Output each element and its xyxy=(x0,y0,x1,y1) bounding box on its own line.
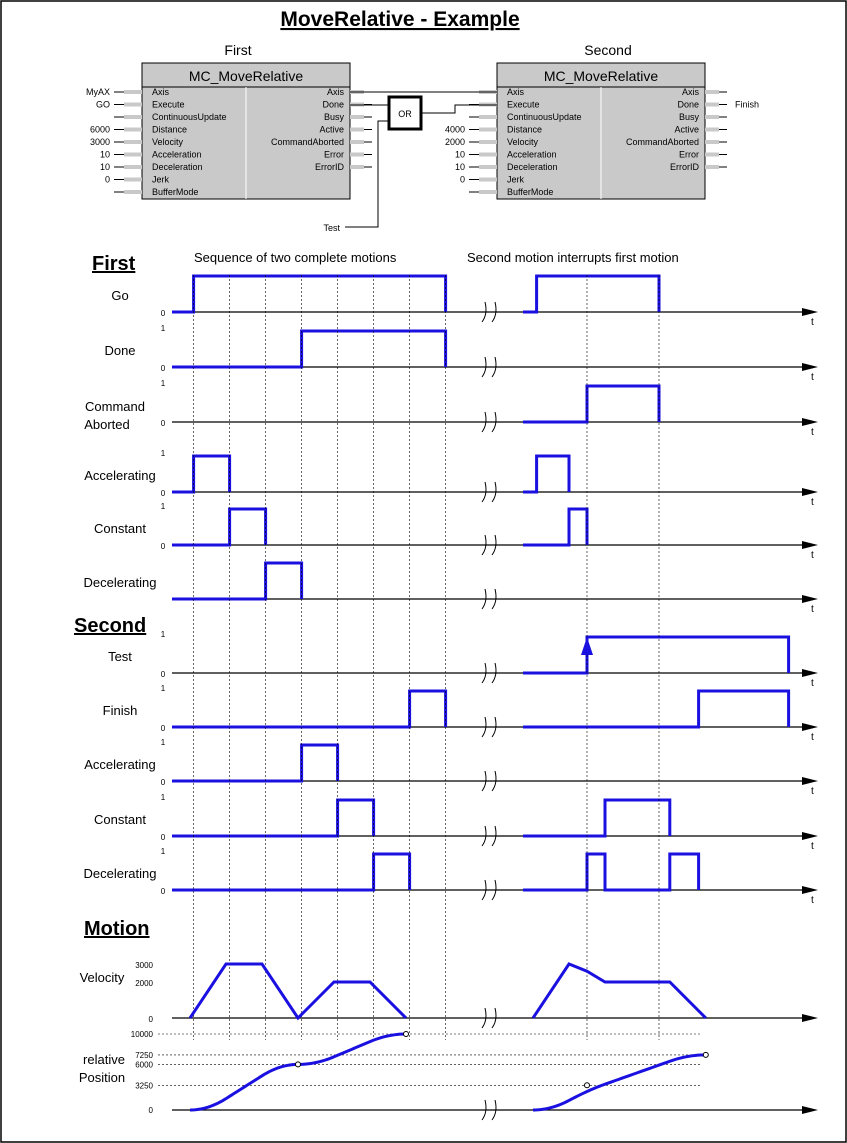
test-rising-edge-arrow-icon xyxy=(581,637,593,655)
pin-input-value: MyAX xyxy=(85,87,110,97)
trace-right-go xyxy=(523,276,659,312)
pin-label-busy: Busy xyxy=(678,112,699,122)
position-trace-left xyxy=(190,1034,406,1110)
time-axis-label: t xyxy=(811,895,814,906)
position-tick-label: 10000 xyxy=(130,1030,153,1039)
second-pins-left-pin xyxy=(479,153,497,157)
second-pins-right-pin xyxy=(705,90,719,94)
signal-label: Go xyxy=(111,288,129,303)
section-motion: Motion xyxy=(84,918,150,940)
level-label: 0 xyxy=(160,489,166,498)
level-label: 1 xyxy=(160,793,166,802)
position-tick-label: 3250 xyxy=(135,1081,153,1091)
pin-label-deceleration: Deceleration xyxy=(507,162,558,172)
level-label: 1 xyxy=(160,684,166,693)
second-pins-right-pin xyxy=(705,115,719,119)
caption-left: Sequence of two complete motions xyxy=(194,250,397,265)
trace-left-done1 xyxy=(172,331,446,367)
level-label: 0 xyxy=(160,670,166,679)
second-function-block xyxy=(445,42,759,199)
pin-label-execute: Execute xyxy=(152,99,185,110)
pin-input-value: 0 xyxy=(459,174,465,185)
second-pins-left-pin xyxy=(479,190,497,194)
time-axis-label: t xyxy=(811,678,814,689)
trace-right-con1 xyxy=(523,509,587,545)
first-pins-right-pin xyxy=(350,153,364,157)
second-pins-right-pin xyxy=(705,165,719,169)
test-input-label: Test xyxy=(323,223,340,233)
pin-label-acceleration: Acceleration xyxy=(507,149,557,160)
first-pins-left-pin xyxy=(124,115,142,119)
signal-row-acc2 xyxy=(84,738,818,797)
second-pins-left-pin xyxy=(479,115,497,119)
pin-label-deceleration: Deceleration xyxy=(152,162,203,172)
second-pins-left-pin xyxy=(479,140,497,144)
velocity-tick-label: 3000 xyxy=(135,961,153,970)
time-axis-arrow-icon xyxy=(802,418,818,426)
pin-label-execute: Execute xyxy=(507,99,540,110)
pin-label-error: Error xyxy=(324,149,344,160)
pin-input-value: 6000 xyxy=(89,124,110,135)
pin-input-value: 10 xyxy=(454,162,465,172)
first-pins-right-pin xyxy=(350,140,364,144)
signal-row-done1 xyxy=(104,324,818,383)
pin-input-value: 10 xyxy=(99,149,110,160)
trace-left-acc1 xyxy=(172,456,230,492)
time-axis-label: t xyxy=(811,427,814,438)
position-marker xyxy=(703,1052,708,1057)
signal-label: Accelerating xyxy=(84,757,156,772)
first-pins-right-pin xyxy=(350,115,364,119)
first-pins-left-pin xyxy=(124,103,142,107)
first-pins-left-pin xyxy=(124,178,142,182)
level-label: 1 xyxy=(160,738,166,747)
trace-right-finish xyxy=(523,691,789,727)
first-pins-left-pin xyxy=(124,90,142,94)
position-tick-label: 0 xyxy=(148,1106,153,1115)
trace-left-go xyxy=(172,276,446,312)
level-label: 0 xyxy=(160,887,166,896)
position-axis-arrow-icon xyxy=(802,1106,818,1114)
test-to-or-wire xyxy=(345,121,389,227)
time-axis-arrow-icon xyxy=(802,541,818,549)
second-pins-right-pin xyxy=(705,153,719,157)
second-block-label: Second xyxy=(584,42,632,58)
pin-input-value: 0 xyxy=(104,174,110,185)
position-tick-label: 6000 xyxy=(135,1060,153,1070)
first-pins-left-pin xyxy=(124,140,142,144)
first-pins-left-pin xyxy=(124,128,142,132)
level-label: 1 xyxy=(160,502,166,511)
first-pins-right-pin xyxy=(350,165,364,169)
pin-label-axis: Axis xyxy=(152,87,170,97)
pin-input-value: 4000 xyxy=(444,124,465,135)
time-axis-arrow-icon xyxy=(802,595,818,603)
or-gate-label: OR xyxy=(398,109,412,119)
second-pins-right-pin xyxy=(705,103,719,107)
pin-label-done: Done xyxy=(322,99,344,110)
velocity-axis-arrow-icon xyxy=(802,1014,818,1022)
pin-label-jerk: Jerk xyxy=(507,174,525,185)
first-block-name: MC_MoveRelative xyxy=(188,68,304,84)
trace-left-dec1 xyxy=(172,563,302,599)
pin-input-value: 3000 xyxy=(89,137,110,147)
position-label: relative xyxy=(83,1052,125,1067)
pin-label-errorid: ErrorID xyxy=(315,162,344,172)
signal-label: Accelerating xyxy=(84,468,156,483)
time-axis-arrow-icon xyxy=(802,777,818,785)
pin-input-value: GO xyxy=(95,99,110,110)
pin-label-buffermode: BufferMode xyxy=(507,187,554,197)
pin-label-busy: Busy xyxy=(323,112,344,122)
pin-label-velocity: Velocity xyxy=(507,137,539,147)
signal-label: Test xyxy=(108,649,132,664)
page-title: MoveRelative - Example xyxy=(280,8,520,31)
trace-left-acc2 xyxy=(172,745,338,781)
position-trace-right xyxy=(533,1055,706,1110)
first-pins-right-pin xyxy=(350,128,364,132)
time-axis-arrow-icon xyxy=(802,488,818,496)
level-label: 0 xyxy=(160,778,166,787)
time-axis-label: t xyxy=(811,550,814,561)
pin-label-continuousupdate: ContinuousUpdate xyxy=(507,112,582,122)
level-label: 0 xyxy=(160,542,166,551)
signal-row-con1 xyxy=(94,502,818,561)
trace-left-con1 xyxy=(172,509,266,545)
level-label: 1 xyxy=(160,449,166,458)
trace-left-con2 xyxy=(172,800,374,836)
time-axis-arrow-icon xyxy=(802,669,818,677)
trace-right-acc1 xyxy=(523,456,569,492)
pin-input-value: 10 xyxy=(454,149,465,160)
signal-row-aborted xyxy=(84,379,818,438)
level-label: 1 xyxy=(160,630,166,639)
pin-input-value: 10 xyxy=(99,162,110,172)
first-pins-left-pin xyxy=(124,190,142,194)
time-axis-label: t xyxy=(811,786,814,797)
second-pins-right-pin xyxy=(705,140,719,144)
trace-right-aborted xyxy=(523,386,659,422)
position-marker xyxy=(404,1032,409,1037)
time-axis-label: t xyxy=(811,604,814,615)
velocity-label: Velocity xyxy=(79,970,125,985)
level-label: 1 xyxy=(160,847,166,856)
signal-label: Decelerating xyxy=(83,866,157,881)
pin-label-axis: Axis xyxy=(326,87,344,97)
pin-label-velocity: Velocity xyxy=(152,137,184,147)
trace-left-finish xyxy=(172,691,446,727)
pin-label-active: Active xyxy=(674,124,699,135)
level-label: 0 xyxy=(160,364,166,373)
time-axis-arrow-icon xyxy=(802,363,818,371)
pin-label-done: Done xyxy=(677,99,699,110)
pin-label-jerk: Jerk xyxy=(152,174,170,185)
second-pins-right-pin xyxy=(705,128,719,132)
section-second: Second xyxy=(74,615,147,637)
second-pins-left-pin xyxy=(479,178,497,182)
signal-row-acc1 xyxy=(84,449,818,508)
first-pins-left-pin xyxy=(124,165,142,169)
time-axis-arrow-icon xyxy=(802,308,818,316)
pin-label-buffermode: BufferMode xyxy=(152,187,199,197)
pin-label-errorid: ErrorID xyxy=(670,162,699,172)
signal-label: Constant xyxy=(93,812,147,827)
first-function-block xyxy=(86,42,372,199)
signal-label: Done xyxy=(104,343,136,358)
signal-label: Aborted xyxy=(84,417,130,432)
signal-label: Constant xyxy=(93,521,147,536)
trace-left-dec2 xyxy=(172,854,410,890)
trace-right-test xyxy=(523,637,789,673)
signal-row-go xyxy=(111,276,818,328)
second-pins-left-pin xyxy=(479,128,497,132)
pin-label-error: Error xyxy=(679,149,699,160)
pin-label-axis: Axis xyxy=(507,87,525,97)
pin-label-commandaborted: CommandAborted xyxy=(625,137,699,147)
signal-row-con2 xyxy=(94,793,818,852)
section-first: First xyxy=(92,253,136,275)
level-label: 1 xyxy=(160,324,166,333)
position-marker xyxy=(296,1062,301,1067)
position-label: Position xyxy=(78,1070,126,1085)
pin-label-acceleration: Acceleration xyxy=(152,149,202,160)
pin-label-commandaborted: CommandAborted xyxy=(270,137,344,147)
time-axis-label: t xyxy=(811,497,814,508)
second-block-name: MC_MoveRelative xyxy=(543,68,659,84)
first-pins-left-pin xyxy=(124,153,142,157)
caption-right: Second motion interrupts first motion xyxy=(467,250,679,265)
velocity-tick-label: 0 xyxy=(148,1015,153,1024)
time-axis-label: t xyxy=(811,841,814,852)
signal-row-test xyxy=(108,630,818,689)
velocity-trace-right xyxy=(533,964,706,1018)
finish-output-label: Finish xyxy=(735,99,760,110)
pin-label-distance: Distance xyxy=(507,124,543,135)
time-axis-label: t xyxy=(811,372,814,383)
level-label: 0 xyxy=(160,724,166,733)
second-pins-left-pin xyxy=(479,165,497,169)
time-axis-arrow-icon xyxy=(802,832,818,840)
time-axis-arrow-icon xyxy=(802,886,818,894)
velocity-tick-label: 2000 xyxy=(135,979,153,988)
pin-label-axis: Axis xyxy=(681,87,699,97)
signal-label: Finish xyxy=(102,703,138,718)
time-axis-arrow-icon xyxy=(802,723,818,731)
position-marker xyxy=(585,1083,590,1088)
time-axis-label: t xyxy=(811,732,814,743)
pin-label-distance: Distance xyxy=(152,124,188,135)
level-label: 0 xyxy=(160,833,166,842)
first-block-label: First xyxy=(224,42,252,58)
level-label: 1 xyxy=(160,379,166,388)
level-label: 0 xyxy=(160,419,166,428)
signal-row-finish xyxy=(103,684,818,743)
signal-label: Decelerating xyxy=(83,575,157,590)
pin-input-value: 2000 xyxy=(444,137,465,147)
position-tick-label: 7250 xyxy=(135,1050,153,1060)
pin-label-continuousupdate: ContinuousUpdate xyxy=(152,112,227,122)
trace-right-dec2 xyxy=(523,854,699,890)
pin-label-active: Active xyxy=(319,124,344,135)
time-axis-label: t xyxy=(811,317,814,328)
level-label: 0 xyxy=(160,309,166,318)
trace-right-con2 xyxy=(523,800,670,836)
outer-border xyxy=(1,1,846,1142)
signal-label: Command xyxy=(85,399,145,414)
